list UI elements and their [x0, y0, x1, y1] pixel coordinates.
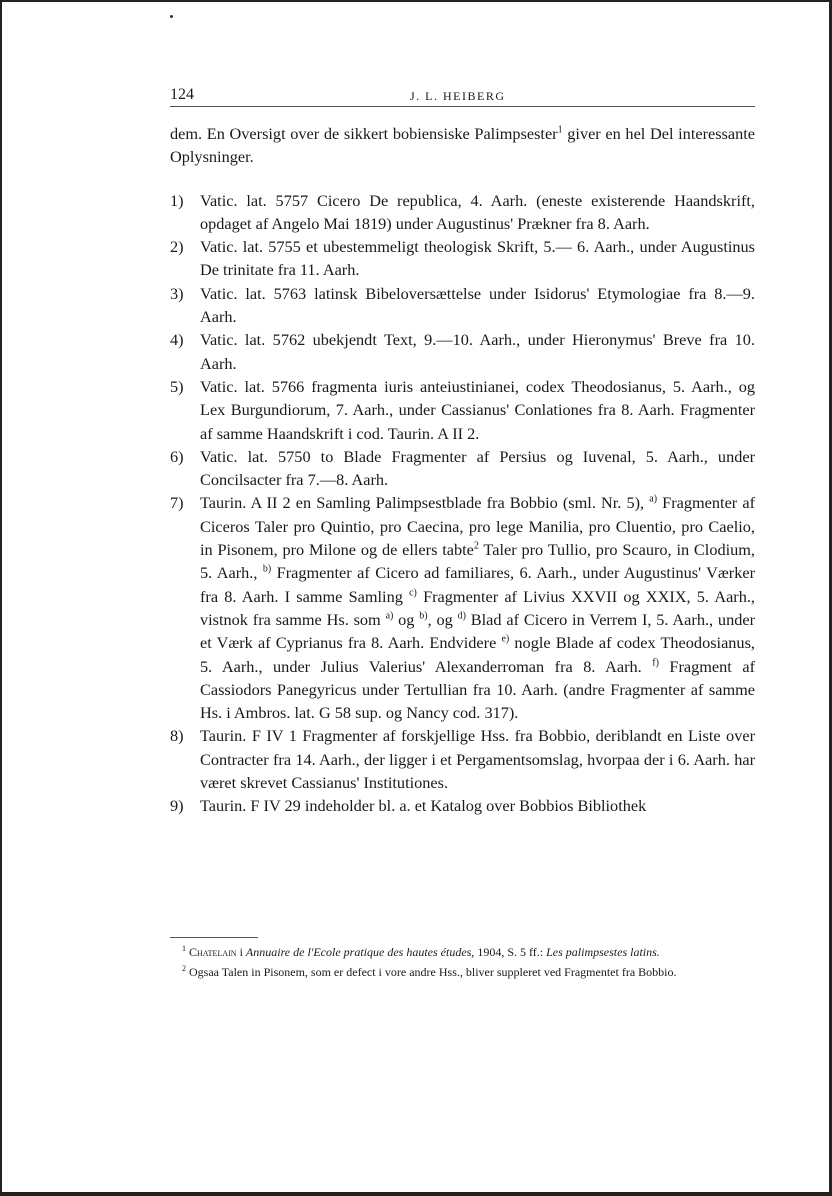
footnote-text: Ogsaa Talen in Pisonem, som er defect i vore andre Hss., bliver suppleret ved Fragmentet fra Bobbio.	[189, 964, 677, 979]
item-text-segment: nogle Blade af codex Theodosianus, 5. Aarh., under Julius Valerius' Alexanderroman fra 8. Aarh.	[200, 633, 755, 676]
scan-edge-top	[0, 0, 832, 2]
list-item	[170, 375, 755, 445]
footnote-author: Chatelain	[189, 945, 237, 959]
list-item-text: Vatic. lat. 5757 Cicero De republica, 4. Aarh. (eneste existerende Haandskrift, opdaget af Angelo Mai 1819) under Augustinus' Prækner fra 8. Aarh.	[200, 190, 755, 233]
intro-paragraph	[170, 122, 755, 169]
letter-marker: a)	[649, 494, 658, 506]
footnote-text: i	[236, 945, 246, 959]
footnote-ref-2: 2	[473, 540, 479, 552]
list-item-number: 7)	[170, 493, 184, 513]
header-rule	[170, 106, 755, 107]
item-text-segment: Fragmenter af Cicero ad familiares, 6. Aarh., under Augustinus' Værker fra 8. Aarh. I samme Samling	[200, 563, 755, 606]
footnote-mark: 1	[182, 944, 186, 953]
running-head: J. L. HEIBERG	[410, 89, 506, 103]
item-text-segment: Fragment af Cassiodors Panegyricus under Tertullian fra 10. Aarh. (andre Fragmenter af samme Hs. i Ambros. lat. G 58 sup. og Nancy cod. 317).	[200, 656, 755, 723]
letter-marker: b)	[262, 563, 272, 575]
list-item-text: Vatic. lat. 5763 latinsk Bibeloversættelse under Isidorus' Etymologiae fra 8.—9. Aarh.	[200, 283, 755, 327]
footnote-title: Les palimpsestes latins.	[546, 945, 660, 959]
scan-edge-left	[0, 0, 2, 1196]
scan-edge-bottom	[0, 1192, 832, 1196]
list-item	[170, 189, 755, 236]
list-item-text: Taurin. F IV 29 indeholder bl. a. et Katalog over Bobbios Bibliothek	[200, 796, 647, 816]
list-item-number: 5)	[170, 376, 184, 396]
list-item-number: 1)	[170, 190, 184, 210]
footnote-ref-1: 1	[557, 124, 563, 136]
list-item-number: 9)	[170, 796, 184, 816]
list-item	[170, 794, 755, 817]
list-item-number: 3)	[170, 283, 184, 303]
list-item-number: 4)	[170, 330, 184, 350]
item-text-segment: Blad af Cicero in Verrem I, 5. Aarh., under et Værk af Cyprianus fra 8. Aarh. Endvidere	[200, 609, 756, 653]
list-item-text: Taurin. F IV 1 Fragmenter af forskjellige Hss. fra Bobbio, deriblandt en Liste over Contracter fra 14. Aarh., der ligger i et Pergamentsomslag, hvorpaa der i 6. Aarh. har været skrevet Cassianus' Institutiones.	[200, 726, 755, 793]
scan-speck	[170, 15, 173, 18]
list-item	[170, 328, 755, 375]
item-text-segment: Taurin. A II 2 en Samling Palimpsestblade fra Bobbio (sml. Nr. 5),	[200, 493, 650, 513]
list-item	[170, 445, 755, 492]
page-number: 124	[170, 86, 194, 103]
footnote-2	[170, 964, 757, 982]
item-text-segment: Fragmenter af Ciceros Taler pro Quintio, pro Caecina, pro lege Manilia, pro Cluentio, pro Caelio, in Pisonem, pro Milone og de ellers tabte	[200, 493, 755, 560]
list-item	[170, 282, 755, 329]
item-text-segment: , og	[427, 609, 458, 629]
letter-marker: e)	[501, 633, 510, 645]
footnote-1	[170, 944, 757, 962]
letter-marker: f)	[652, 657, 659, 669]
footnote-work: Annuaire de l'Ecole pratique des hautes études,	[245, 945, 475, 959]
letter-marker: c)	[409, 587, 417, 599]
list-item-number: 6)	[170, 446, 184, 466]
footnotes	[170, 944, 757, 983]
body-text	[170, 122, 755, 818]
footnote-text: 1904, S. 5 ff.:	[474, 945, 547, 959]
list-item-number: 8)	[170, 726, 184, 746]
item-text-segment: Taler pro Tullio, pro Scauro, in Clodium, 5. Aarh.,	[200, 540, 755, 583]
item-text-segment: og	[393, 609, 420, 629]
list-item-text: Vatic. lat. 5750 to Blade Fragmenter af Persius og Iuvenal, 5. Aarh., under Concilsacter fra 7.—8. Aarh.	[200, 446, 755, 490]
footnote-rule	[170, 937, 258, 938]
page-header	[170, 86, 755, 108]
list-item-text: Vatic. lat. 5766 fragmenta iuris anteiustinianei, codex Theodosianus, 5. Aarh., og Lex Burgundiorum, 7. Aarh., under Cassianus' Conlationes fra 8. Aarh. Fragmenter af samme Haandskrift i cod. Taurin. A II 2.	[200, 376, 755, 443]
list-item	[170, 235, 755, 282]
footnote-mark: 2	[182, 963, 186, 973]
intro-text-end: giver en hel Del interessante Oplysninger.	[170, 124, 756, 167]
letter-marker: b)	[419, 610, 428, 622]
letter-marker: a)	[385, 610, 394, 622]
list-item	[170, 724, 755, 794]
intro-text: dem. En Oversigt over de sikkert bobiensiske Palimpsester	[170, 124, 558, 143]
list-item-text: Vatic. lat. 5755 et ubestemmeligt theologisk Skrift, 5.— 6. Aarh., under Augustinus De trinitate fra 11. Aarh.	[200, 237, 755, 280]
letter-marker: d)	[457, 610, 466, 622]
list-item-number: 2)	[170, 237, 184, 257]
list-item-text: Vatic. lat. 5762 ubekjendt Text, 9.—10. Aarh., under Hieronymus' Breve fra 10. Aarh.	[200, 330, 755, 373]
list-item-turin-collection	[170, 491, 755, 724]
item-text-segment: Fragmenter af Livius XXVII og XXIX, 5. Aarh., vistnok fra samme Hs. som	[200, 586, 756, 629]
